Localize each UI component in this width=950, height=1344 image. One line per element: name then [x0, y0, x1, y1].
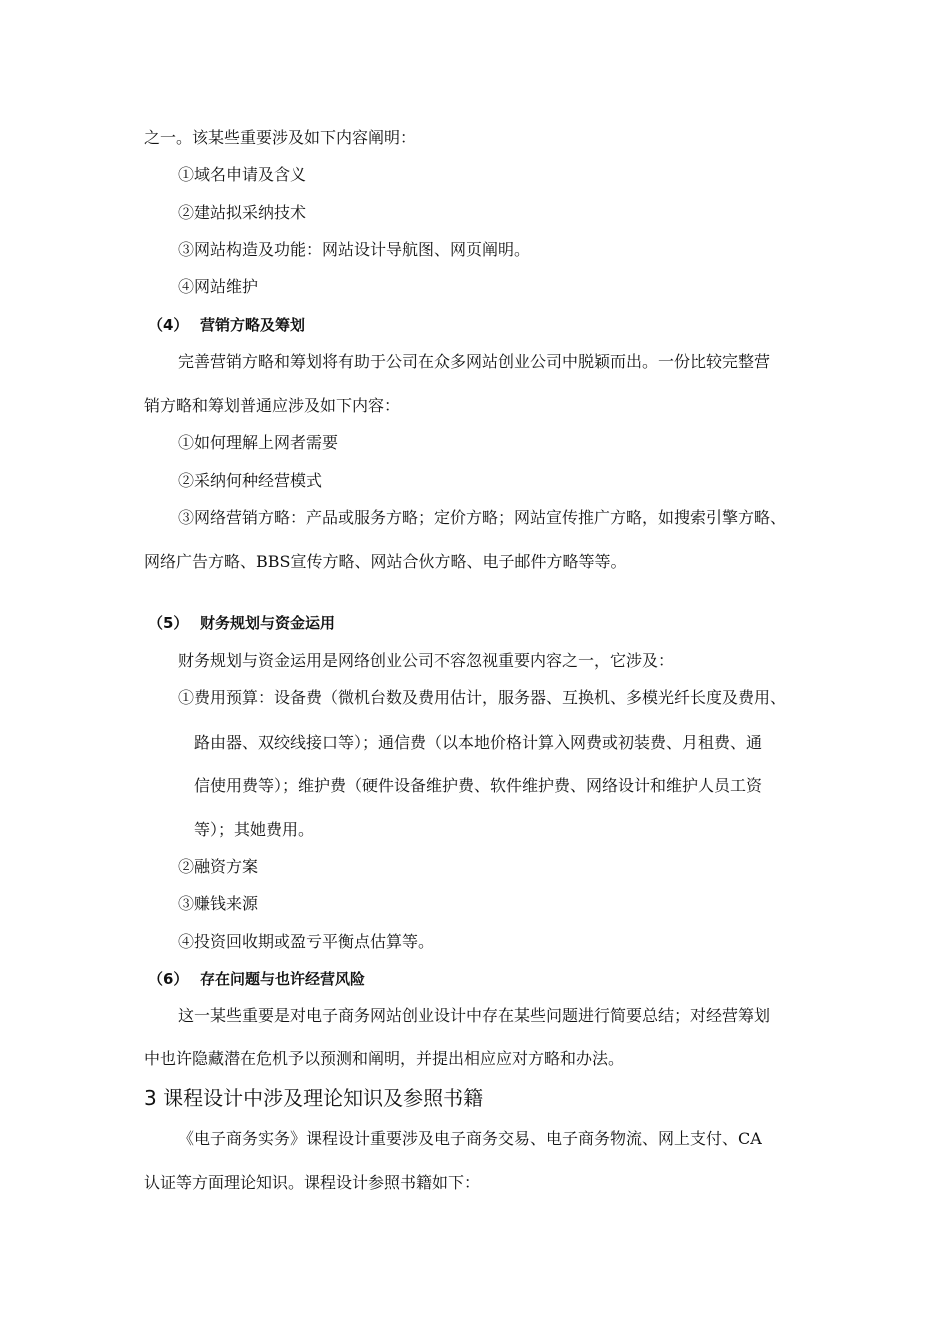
- heading-text: 营销方略及筹划: [200, 316, 306, 334]
- paragraph-line: 之一。该某些重要涉及如下内容阐明：: [144, 128, 417, 147]
- list-item: ②采纳何种经营模式: [178, 471, 323, 490]
- list-item: ①如何理解上网者需要: [178, 433, 339, 452]
- heading-number: （5）: [148, 614, 189, 632]
- section-3-heading: 3 课程设计中涉及理论知识及参照书籍: [144, 1086, 484, 1110]
- paragraph-line: 销方略和筹划普通应涉及如下内容：: [144, 396, 401, 415]
- list-item-continuation: 等）；其她费用。: [194, 820, 315, 839]
- list-item-continuation: 路由器、双绞线接口等）；通信费（以本地价格计算入网费或初装费、月租费、通: [194, 733, 763, 752]
- paragraph-line: 完善营销方略和筹划将有助于公司在众多网站创业公司中脱颖而出。一份比较完整营: [178, 352, 771, 371]
- paragraph-line: 这一某些重要是对电子商务网站创业设计中存在某些问题进行简要总结；对经营筹划: [178, 1006, 771, 1025]
- section-heading-4: [148, 315, 305, 335]
- list-item: ①费用预算：设备费（微机台数及费用估计，服务器、互换机、多模光纤长度及费用、: [178, 688, 787, 707]
- list-item: ④网站维护: [178, 277, 259, 296]
- list-item: ③赚钱来源: [178, 894, 259, 913]
- list-item: ①域名申请及含义: [178, 165, 307, 184]
- list-item: ③网站构造及功能：网站设计导航图、网页阐明。: [178, 240, 531, 259]
- list-item-continuation: 信使用费等）；维护费（硬件设备维护费、软件维护费、网络设计和维护人员工资: [194, 776, 763, 795]
- list-item: ②建站拟采纳技术: [178, 203, 307, 222]
- section-heading-5: [148, 613, 335, 633]
- section-heading-6: [148, 969, 365, 989]
- paragraph-line: 中也许隐藏潜在危机予以预测和阐明，并提出相应应对方略和办法。: [144, 1049, 625, 1068]
- heading-text: 存在问题与也许经营风险: [200, 970, 366, 988]
- heading-number: （6）: [148, 970, 189, 988]
- paragraph-line: 网络广告方略、BBS宣传方略、网站合伙方略、电子邮件方略等等。: [144, 552, 627, 571]
- heading-text: 财务规划与资金运用: [200, 614, 336, 632]
- heading-number: （4）: [148, 316, 189, 334]
- list-item: ②融资方案: [178, 857, 259, 876]
- paragraph-line: 财务规划与资金运用是网络创业公司不容忽视重要内容之一，它涉及：: [178, 651, 675, 670]
- list-item: ③网络营销方略：产品或服务方略；定价方略；网站宣传推广方略，如搜索引擎方略、: [178, 508, 787, 527]
- paragraph-line: 认证等方面理论知识。课程设计参照书籍如下：: [144, 1173, 481, 1192]
- list-item: ④投资回收期或盈亏平衡点估算等。: [178, 932, 435, 951]
- paragraph-line: 《电子商务实务》课程设计重要涉及电子商务交易、电子商务物流、网上支付、CA: [178, 1129, 762, 1148]
